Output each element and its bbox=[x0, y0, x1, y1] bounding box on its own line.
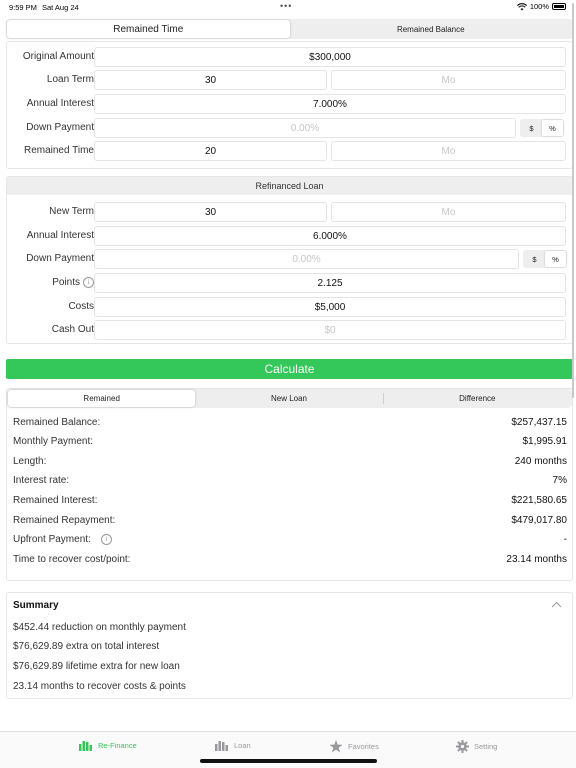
tab-remained[interactable]: Remained bbox=[8, 390, 195, 407]
status-right bbox=[517, 2, 566, 11]
new-down-payment-unit-toggle bbox=[523, 250, 567, 268]
info-icon[interactable]: i bbox=[83, 277, 94, 288]
result-row bbox=[13, 475, 567, 494]
result-value: $479,017.80 bbox=[511, 515, 567, 526]
loan-term-months-field[interactable]: Mo bbox=[331, 70, 566, 90]
result-value: 240 months bbox=[514, 456, 567, 467]
points-field[interactable]: 2.125 bbox=[94, 273, 566, 293]
remained-years-field[interactable]: 20 bbox=[94, 141, 327, 161]
down-payment-unit-toggle bbox=[520, 119, 564, 137]
multitasking-dots[interactable]: ••• bbox=[280, 1, 293, 11]
result-label: Remained Interest: bbox=[13, 495, 98, 506]
tab-loan[interactable] bbox=[215, 740, 251, 751]
costs-field[interactable]: $5,000 bbox=[94, 297, 566, 317]
star-icon bbox=[329, 740, 343, 753]
result-value: 7% bbox=[552, 475, 567, 486]
result-label: Time to recover cost/point: bbox=[13, 554, 131, 565]
result-value: - bbox=[563, 534, 567, 545]
original-amount-field[interactable]: $300,000 bbox=[94, 47, 566, 67]
result-value: $1,995.91 bbox=[522, 436, 567, 447]
status-date: Sat Aug 24 bbox=[42, 3, 79, 12]
summary-line: $76,629.89 lifetime extra for new loan bbox=[13, 661, 180, 672]
tab-remained-time[interactable] bbox=[7, 20, 290, 38]
status-time: 9:59 PM bbox=[9, 3, 37, 12]
calculate-button[interactable]: Calculate bbox=[6, 359, 573, 379]
annual-interest-field[interactable]: 7.000% bbox=[94, 94, 566, 114]
costs-row bbox=[7, 297, 572, 317]
new-interest-row bbox=[7, 226, 572, 246]
new-percent-toggle[interactable]: % bbox=[545, 251, 566, 267]
refinanced-loan-header: Refinanced Loan bbox=[7, 177, 572, 195]
tab-refinance-label: Re-Finance bbox=[98, 741, 137, 750]
tab-favorites[interactable] bbox=[329, 740, 379, 753]
new-down-payment-label: Down Payment bbox=[26, 253, 94, 264]
remained-time-label: Remained Time bbox=[23, 145, 94, 156]
loan-term-label: Loan Term bbox=[46, 74, 94, 85]
points-label-wrap bbox=[52, 273, 94, 293]
new-dollar-toggle[interactable]: $ bbox=[532, 254, 537, 264]
loan-term-row bbox=[7, 70, 572, 90]
remained-time-row bbox=[7, 141, 572, 161]
result-label: Length: bbox=[13, 456, 47, 467]
result-row bbox=[13, 554, 567, 573]
tab-favorites-label: Favorites bbox=[348, 742, 379, 751]
new-term-years-field[interactable]: 30 bbox=[94, 202, 327, 222]
costs-label: Costs bbox=[68, 301, 94, 312]
tab-setting-label: Setting bbox=[474, 742, 498, 751]
summary-line: $76,629.89 extra on total interest bbox=[13, 641, 160, 652]
results-segmented-control bbox=[7, 389, 572, 408]
mode-segmented-control bbox=[6, 19, 573, 39]
battery-icon bbox=[552, 3, 566, 10]
result-row bbox=[13, 534, 567, 553]
new-down-payment-row bbox=[7, 249, 572, 269]
original-amount-label: Original Amount bbox=[22, 51, 94, 62]
new-down-payment-field[interactable]: 0.00% bbox=[94, 249, 519, 269]
new-interest-field[interactable]: 6.000% bbox=[94, 226, 566, 246]
result-label-wrap bbox=[13, 534, 112, 545]
scroll-indicator[interactable] bbox=[572, 3, 574, 398]
tab-setting[interactable] bbox=[456, 740, 497, 753]
points-label: Points bbox=[52, 277, 80, 288]
cash-out-label: Cash Out bbox=[51, 324, 94, 335]
down-payment-field[interactable]: 0.00% bbox=[94, 118, 516, 138]
summary-line: $452.44 reduction on monthly payment bbox=[13, 622, 186, 633]
down-payment-row bbox=[7, 118, 572, 138]
new-term-months-field[interactable]: Mo bbox=[331, 202, 566, 222]
chevron-up-icon[interactable] bbox=[551, 601, 562, 608]
tab-remained-time-label: Remained Time bbox=[113, 23, 184, 35]
percent-toggle[interactable]: % bbox=[542, 120, 563, 136]
gear-icon bbox=[456, 740, 469, 753]
result-row bbox=[13, 417, 567, 436]
down-payment-label: Down Payment bbox=[26, 122, 94, 133]
result-row bbox=[13, 515, 567, 534]
new-term-row bbox=[7, 202, 572, 222]
remained-months-field[interactable]: Mo bbox=[331, 141, 566, 161]
result-label: Upfront Payment: bbox=[13, 534, 91, 546]
summary-card bbox=[6, 592, 573, 699]
original-loan-card bbox=[6, 41, 573, 169]
loan-term-years-field[interactable]: 30 bbox=[94, 70, 327, 90]
refinance-chart-icon bbox=[79, 740, 93, 751]
tab-remained-balance[interactable] bbox=[290, 20, 573, 38]
result-value: $257,437.15 bbox=[511, 417, 567, 428]
result-label: Monthly Payment: bbox=[13, 436, 94, 447]
status-bar bbox=[0, 0, 576, 14]
result-row bbox=[13, 495, 567, 514]
result-label: Remained Repayment: bbox=[13, 515, 116, 526]
tab-remained-balance-label: Remained Balance bbox=[396, 24, 465, 34]
battery-percent: 100% bbox=[529, 2, 549, 11]
info-icon[interactable]: i bbox=[101, 534, 112, 545]
result-row bbox=[13, 456, 567, 475]
wifi-icon bbox=[517, 3, 527, 11]
loan-chart-icon bbox=[215, 740, 229, 751]
annual-interest-row bbox=[7, 94, 572, 114]
new-term-label: New Term bbox=[49, 206, 94, 217]
original-amount-row bbox=[7, 47, 572, 67]
tab-difference[interactable]: Difference bbox=[459, 394, 496, 403]
results-card bbox=[6, 388, 573, 581]
refinanced-loan-card bbox=[6, 176, 573, 344]
summary-line: 23.14 months to recover costs & points bbox=[13, 681, 186, 692]
result-value: 23.14 months bbox=[506, 554, 567, 565]
cash-out-field[interactable]: $0 bbox=[94, 320, 566, 340]
result-value: $221,580.65 bbox=[511, 495, 567, 506]
cash-out-row bbox=[7, 320, 572, 340]
annual-interest-label: Annual Interest bbox=[26, 98, 94, 109]
tab-refinance[interactable] bbox=[79, 740, 137, 751]
result-label: Interest rate: bbox=[13, 475, 70, 486]
tab-loan-label: Loan bbox=[234, 741, 251, 750]
home-indicator[interactable] bbox=[200, 759, 377, 763]
tab-new-loan[interactable]: New Loan bbox=[270, 394, 307, 403]
summary-title: Summary bbox=[13, 600, 59, 611]
dollar-toggle[interactable]: $ bbox=[529, 123, 534, 133]
result-row bbox=[13, 436, 567, 455]
result-label: Remained Balance: bbox=[13, 417, 101, 428]
new-interest-label: Annual Interest bbox=[26, 230, 94, 241]
points-row bbox=[7, 273, 572, 293]
